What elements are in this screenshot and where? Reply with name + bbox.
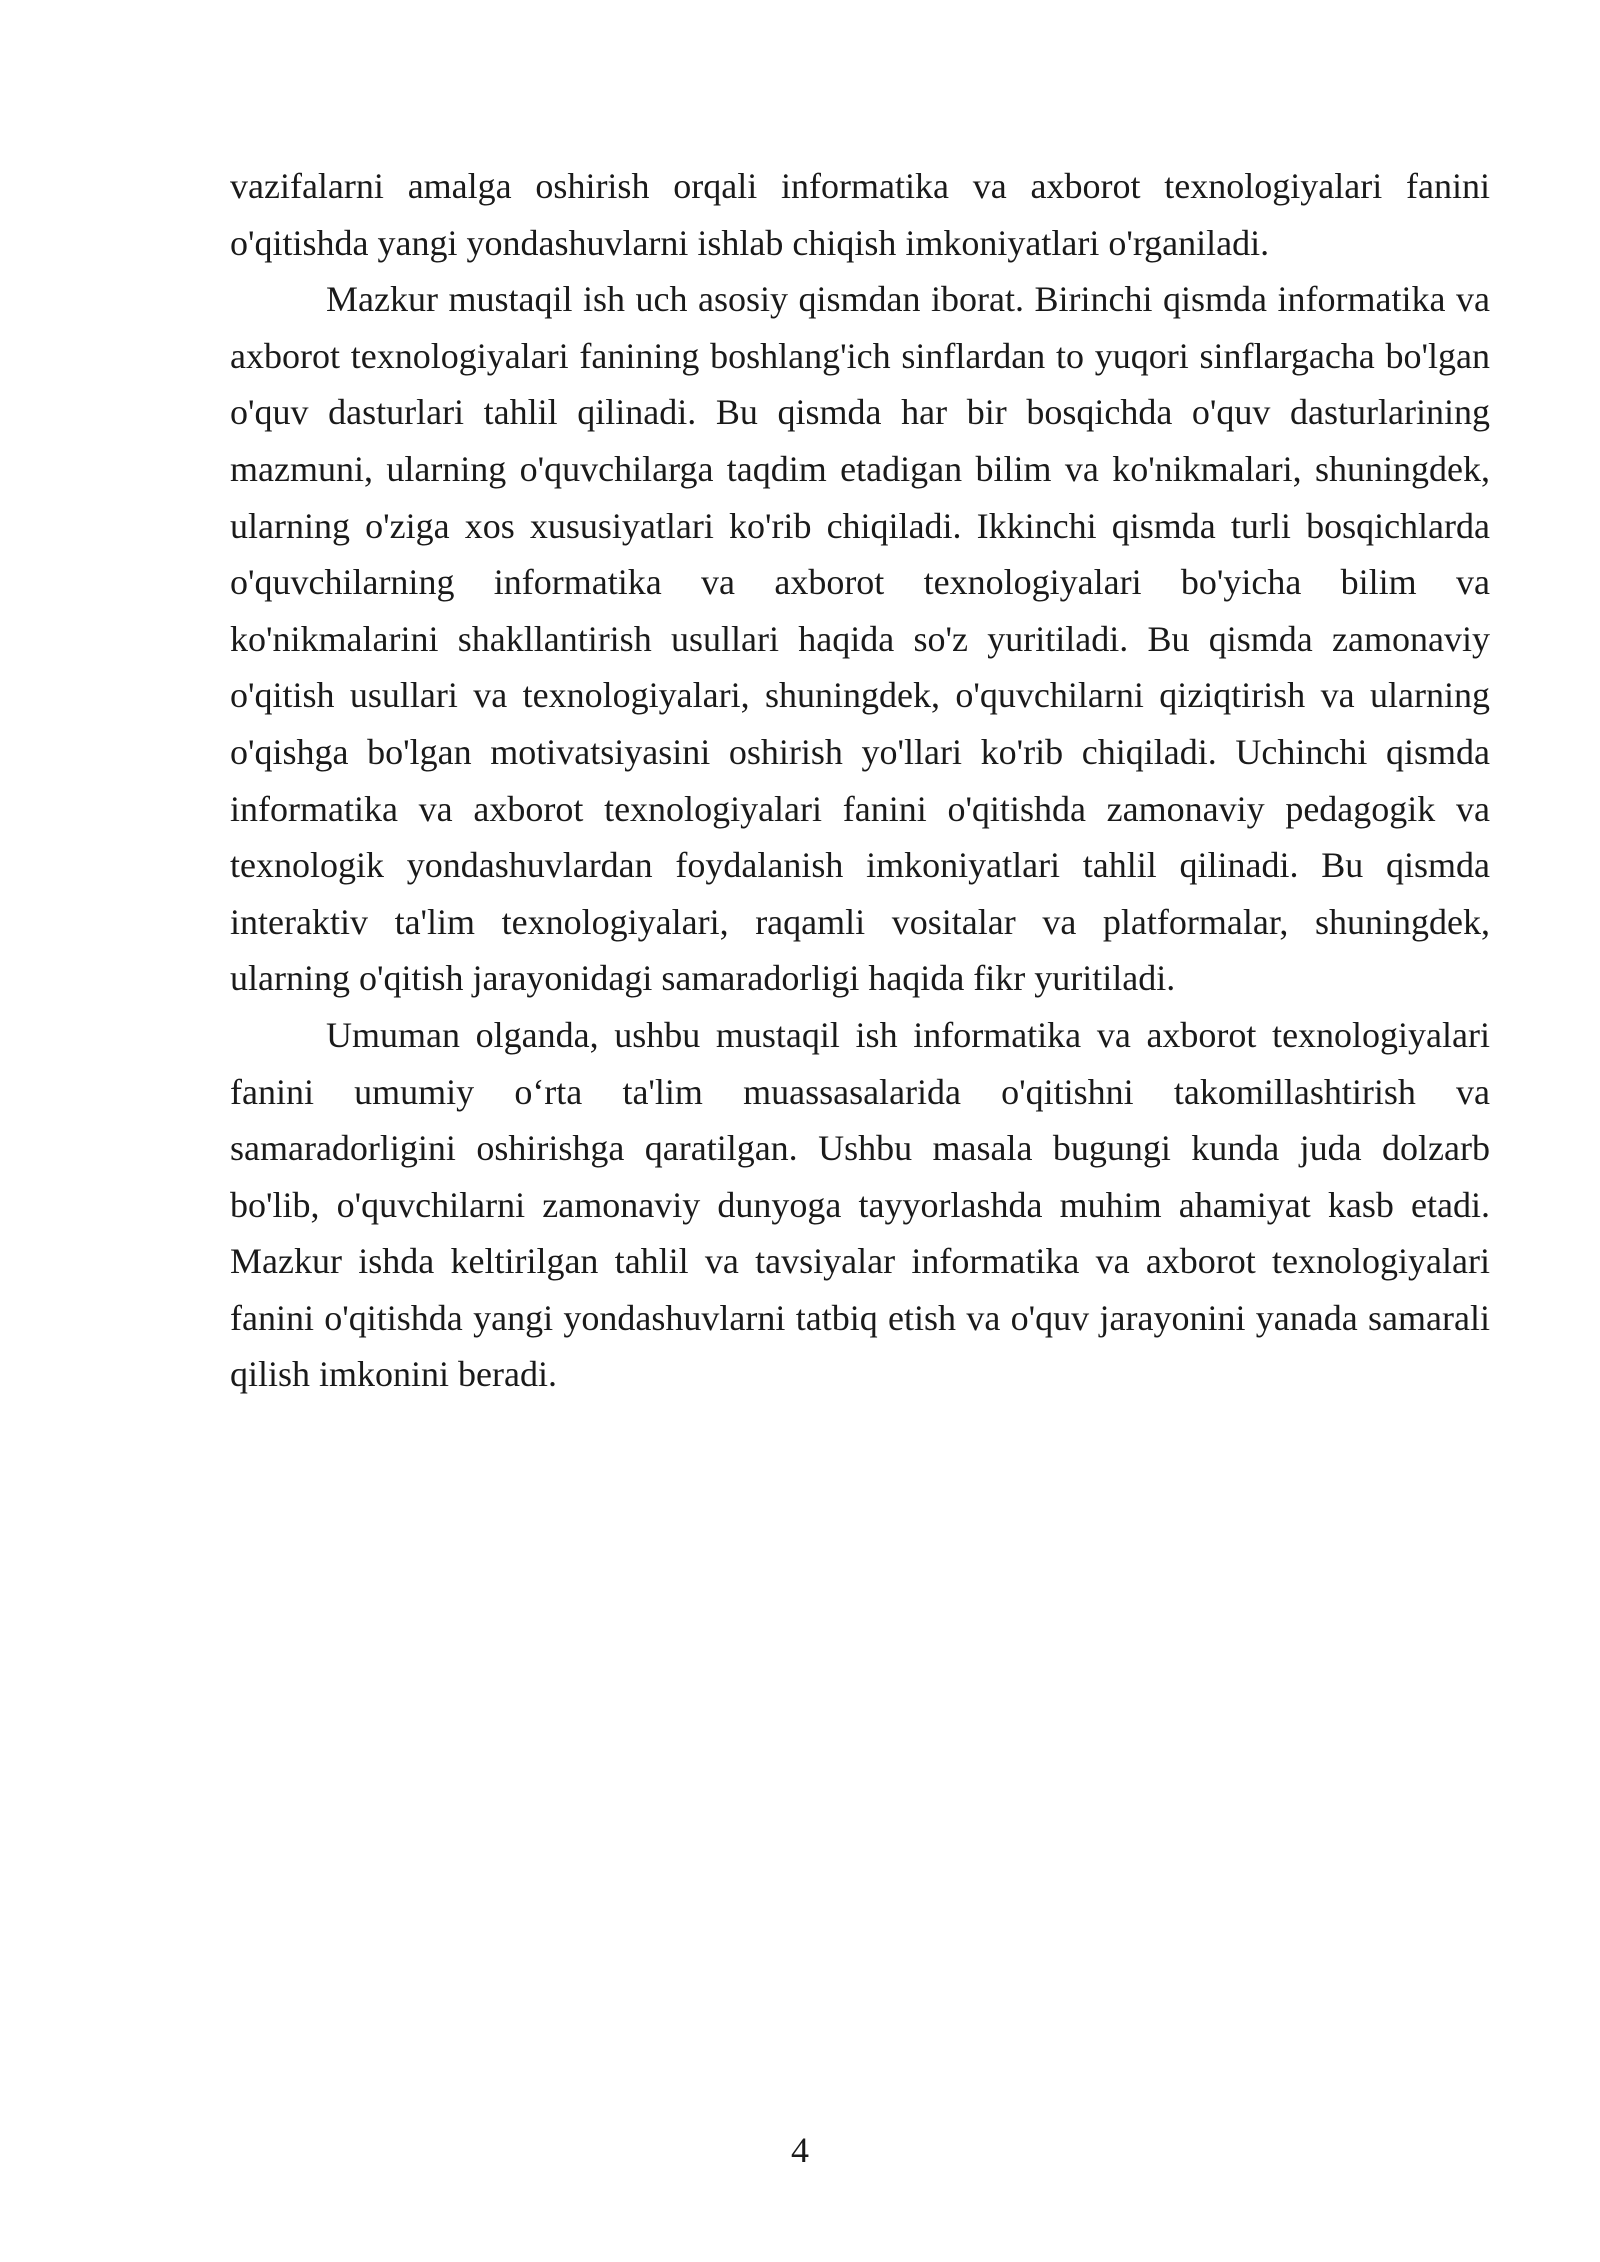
paragraph-structure: Mazkur mustaqil ish uch asosiy qismdan iborat. Birinchi qismda informatika va axborot texnologiyalari fanining boshlang'ich sinflardan to yuqori sinflargacha bo'lgan o'quv dasturlari tahlil qilinadi. Bu qismda har bir bosqichda o'quv dasturlarining mazmuni, ularning o'quvchilarga taqdim etadigan bilim va ko'nikmalari, shuningdek, ularning o'ziga xos xususiyatlari ko'rib chiqiladi. Ikkinchi qismda turli bosqichlarda o'quvchilarning informatika va axborot texnologiyalari bo'yicha bilim va ko'nikmalarini shakllantirish usullari haqida so'z yuritiladi. Bu qismda zamonaviy o'qitish usullari va texnologiyalari, shuningdek, o'quvchilarni qiziqtirish va ularning o'qishga bo'lgan motivatsiyasini oshirish yo'llari ko'rib chiqiladi. Uchinchi qismda informatika va axborot texnologiyalari fanini o'qitishda zamonaviy pedagogik va texnologik yondashuvlardan foydalanish imkoniyatlari tahlil qilinadi. Bu qismda interaktiv ta'lim texnologiyalari, raqamli vositalar va platformalar, shuningdek, ularning o'qitish jarayonidagi samaradorligi haqida fikr yuritiladi. xyxy=(230,279,1490,999)
paragraph-conclusion: Umuman olganda, ushbu mustaqil ish informatika va axborot texnologiyalari fanini umumiy o‘rta ta'lim muassasalarida o'qitishni takomillashtirish va samaradorligini oshirishga qaratilgan. Ushbu masala bugungi kunda juda dolzarb bo'lib, o'quvchilarni zamonaviy dunyoga tayyorlashda muhim ahamiyat kasb etadi. Mazkur ishda keltirilgan tahlil va tavsiyalar informatika va axborot texnologiyalari fanini o'qitishda yangi yondashuvlarni tatbiq etish va o'quv jarayonini yanada samarali qilish imkonini beradi. xyxy=(230,1014,1490,1395)
paragraph-continuation: vazifalarni amalga oshirish orqali informatika va axborot texnologiyalari fanini o'qitishda yangi yondashuvlarni ishlab chiqish imkoniyatlari o'rganiladi. xyxy=(230,166,1490,263)
page-number: 4 xyxy=(791,2130,809,2170)
body-text xyxy=(230,158,1490,1403)
